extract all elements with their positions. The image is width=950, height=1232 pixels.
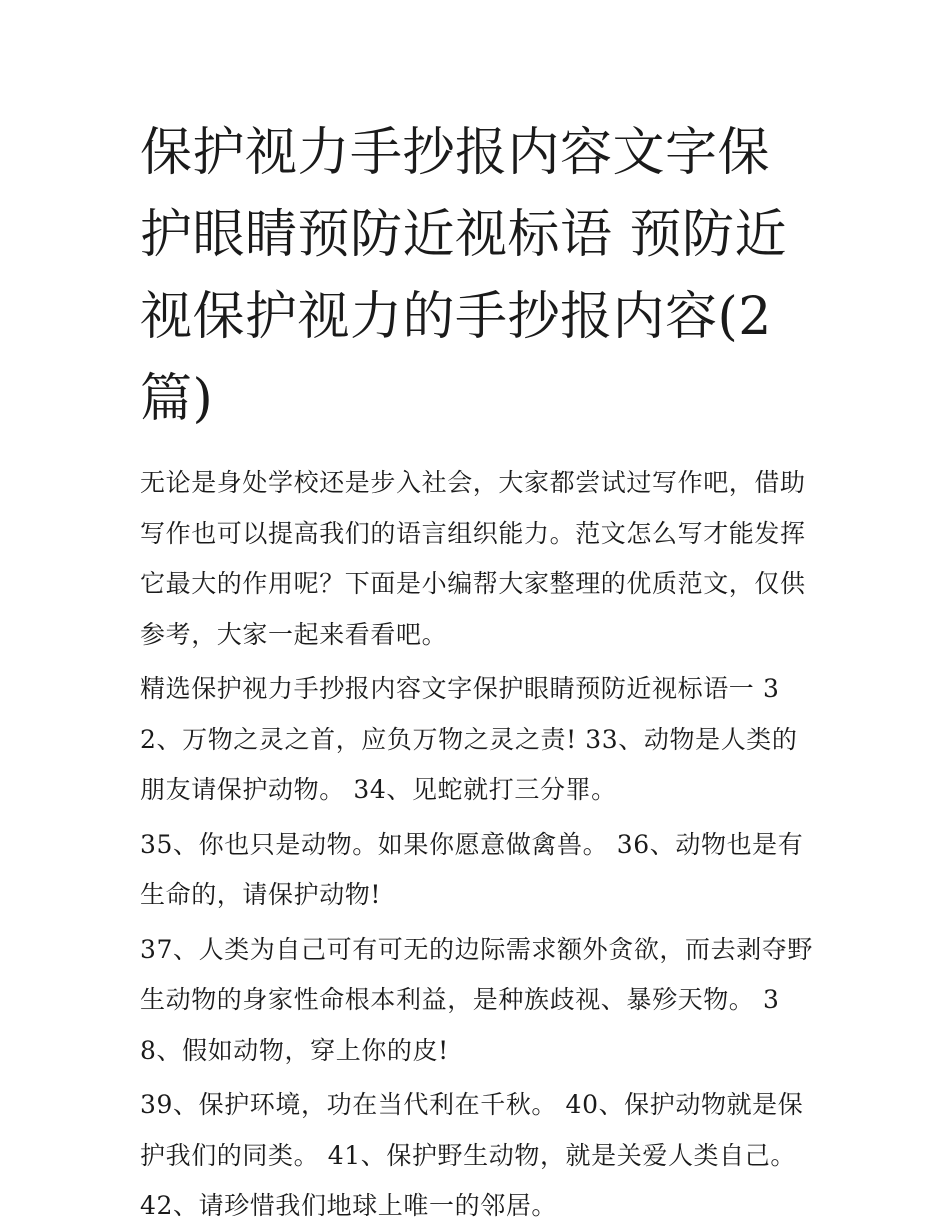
intro-paragraph: 无论是身处学校还是步入社会，大家都尝试过写作吧，借助写作也可以提高我们的语言组织能力。范文怎么写才能发挥它最大的作用呢？下面是小编帮大家整理的优质范文，仅供参考，大家一起来看看吧。: [140, 468, 806, 649]
slogan-paragraph-32-34: 精选保护视力手抄报内容文字保护眼睛预防近视标语一 32、万物之灵之首，应负万物之灵之责! 33、动物是人类的朋友请保护动物。 34、见蛇就打三分罪。: [140, 674, 798, 804]
document-title: 保护视力手抄报内容文字保护眼睛预防近视标语 预防近视保护视力的手抄报内容(2篇): [140, 123, 788, 429]
slogan-paragraph-39-42: 39、保护环境，功在当代利在千秋。 40、保护动物就是保护我们的同类。 41、保护野生动物，就是关爱人类自己。 42、请珍惜我们地球上唯一的邻居。: [140, 1090, 804, 1220]
slogan-paragraph-35-36: 35、你也只是动物。如果你愿意做禽兽。 36、动物也是有生命的，请保护动物!: [140, 829, 804, 909]
document-page: [140, 112, 820, 1232]
slogan-paragraph-37-38: 37、人类为自己可有可无的边际需求额外贪欲，而去剥夺野生动物的身家性命根本利益，是种族歧视、暴殄天物。 38、假如动物，穿上你的皮!: [140, 934, 814, 1065]
